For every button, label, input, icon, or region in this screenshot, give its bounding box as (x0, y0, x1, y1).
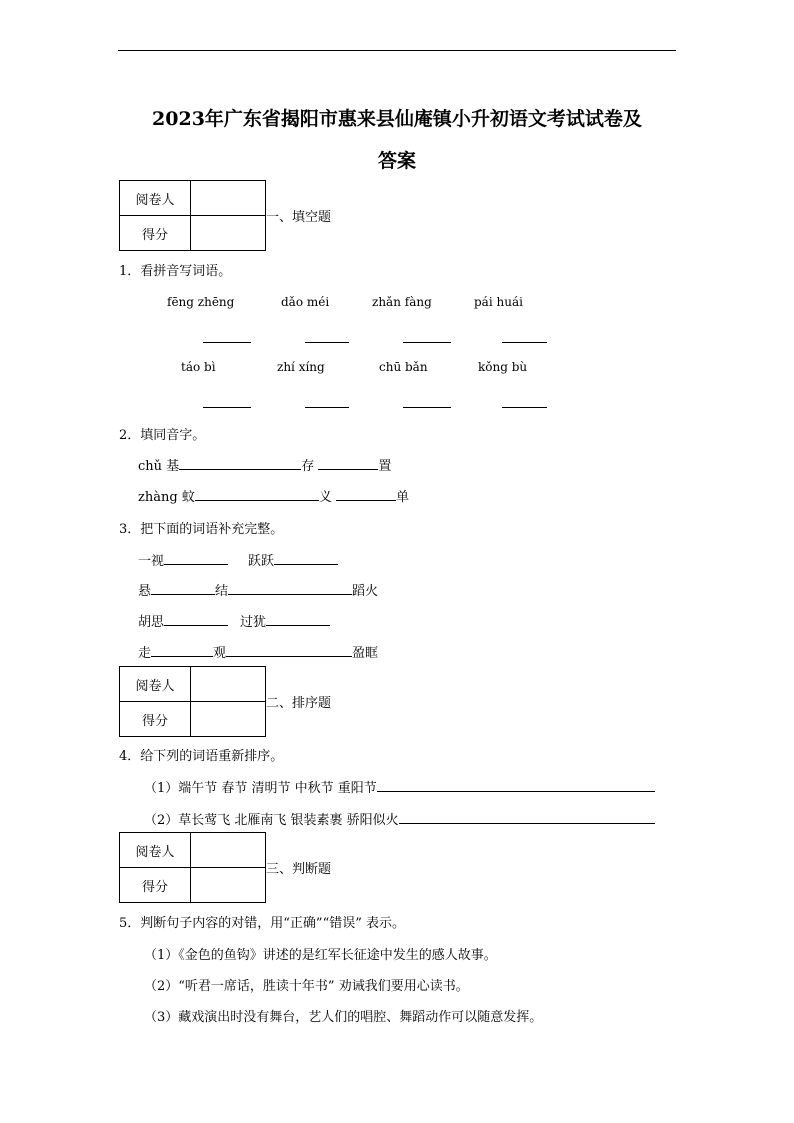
word-part: 胡思 (138, 615, 165, 630)
answer-blank[interactable] (203, 342, 251, 343)
idiom-line-4 (138, 642, 378, 661)
question-2-stem: 2．填同音字。 (119, 428, 206, 443)
question-4-stem: 4．给下列的词语重新排序。 (119, 749, 284, 764)
answer-blank[interactable] (399, 811, 655, 824)
answer-blank[interactable] (266, 613, 330, 626)
section-heading-2: 二、排序题 (266, 696, 332, 711)
reviewer-cell[interactable] (191, 833, 266, 868)
word-part: 跃跃 (248, 554, 275, 569)
pinyin-chu: chǔ (138, 459, 163, 474)
word-part: 盈眶 (352, 646, 379, 661)
word-part: 悬 (138, 584, 152, 599)
word-part: 蚊 (181, 490, 195, 505)
pinyin-7: chū bǎn (379, 360, 428, 374)
page-title-line2: 答案 (377, 150, 416, 172)
word-part: 单 (395, 490, 409, 505)
pinyin-8: kǒng bù (478, 360, 528, 374)
score-cell[interactable] (191, 868, 266, 903)
reviewer-label: 阅卷人 (120, 181, 191, 216)
answer-blank[interactable] (226, 644, 352, 657)
answer-blank[interactable] (195, 488, 319, 501)
answer-blank[interactable] (336, 488, 396, 501)
answer-blank[interactable] (228, 582, 352, 595)
word-part: 过犹 (240, 615, 267, 630)
sort-item-1 (144, 777, 655, 796)
answer-blank[interactable] (151, 644, 213, 657)
reviewer-label: 阅卷人 (120, 833, 191, 868)
answer-blank[interactable] (274, 552, 338, 565)
reviewer-cell[interactable] (191, 667, 266, 702)
score-cell[interactable] (191, 702, 266, 737)
answer-blank[interactable] (164, 552, 228, 565)
word-part: 基 (166, 459, 180, 474)
answer-blank[interactable] (305, 342, 349, 343)
page-title-line1: 2023年广东省揭阳市惠来县仙庵镇小升初语文考试试卷及 (152, 108, 642, 130)
section-heading-3: 三、判断题 (266, 862, 332, 877)
section-heading-1: 一、填空题 (266, 210, 332, 225)
score-table-1 (119, 180, 266, 251)
score-label: 得分 (120, 216, 191, 251)
sort-item-text: （1）端午节 春节 清明节 中秋节 重阳节 (144, 781, 377, 796)
sort-item-text: （2）草长莺飞 北雁南飞 银装素裹 骄阳似火 (144, 813, 399, 828)
score-table-3 (119, 832, 266, 903)
pinyin-6: zhí xíng (277, 360, 325, 374)
score-label: 得分 (120, 868, 191, 903)
idiom-line-1 (138, 550, 338, 569)
pinyin-4: pái huái (474, 295, 523, 309)
word-part: 走 (138, 646, 152, 661)
homophone-line-2 (138, 486, 409, 505)
word-part: 一视 (138, 554, 165, 569)
answer-blank[interactable] (403, 407, 451, 408)
answer-blank[interactable] (502, 407, 547, 408)
judge-item-3: （3）藏戏演出时没有舞台，艺人们的唱腔、舞蹈动作可以随意发挥。 (144, 1010, 543, 1025)
answer-blank[interactable] (151, 582, 215, 595)
answer-blank[interactable] (502, 342, 547, 343)
score-label: 得分 (120, 702, 191, 737)
score-table-2 (119, 666, 266, 737)
reviewer-cell[interactable] (191, 181, 266, 216)
sort-item-2 (144, 809, 655, 828)
answer-blank[interactable] (164, 613, 228, 626)
word-part: 置 (378, 459, 392, 474)
reviewer-label: 阅卷人 (120, 667, 191, 702)
word-part: 存 (301, 459, 315, 474)
pinyin-3: zhǎn fàng (372, 295, 432, 309)
answer-blank[interactable] (377, 779, 655, 792)
answer-blank[interactable] (403, 342, 451, 343)
answer-blank[interactable] (203, 407, 251, 408)
question-3-stem: 3．把下面的词语补充完整。 (119, 522, 284, 537)
word-part: 结 (215, 584, 229, 599)
judge-item-1: （1）《金色的鱼钩》讲述的是红军长征途中发生的感人故事。 (144, 948, 497, 963)
homophone-line-1 (138, 455, 391, 474)
answer-blank[interactable] (318, 457, 378, 470)
answer-blank[interactable] (179, 457, 301, 470)
judge-item-2: （2）“听君一席话，胜读十年书” 劝诫我们要用心读书。 (144, 979, 469, 994)
pinyin-zhang: zhàng (138, 490, 178, 505)
word-part: 义 (318, 490, 332, 505)
header-rule (118, 50, 676, 51)
score-cell[interactable] (191, 216, 266, 251)
pinyin-5: táo bì (181, 360, 216, 374)
word-part: 蹈火 (352, 584, 379, 599)
idiom-line-3 (138, 611, 330, 630)
word-part: 观 (213, 646, 227, 661)
idiom-line-2 (138, 580, 378, 599)
pinyin-1: fēng zhēng (167, 295, 235, 309)
question-1-stem: 1．看拼音写词语。 (119, 264, 232, 279)
pinyin-2: dǎo méi (281, 295, 330, 309)
question-5-stem: 5．判断句子内容的对错，用“正确”“错误” 表示。 (119, 916, 405, 931)
answer-blank[interactable] (305, 407, 349, 408)
